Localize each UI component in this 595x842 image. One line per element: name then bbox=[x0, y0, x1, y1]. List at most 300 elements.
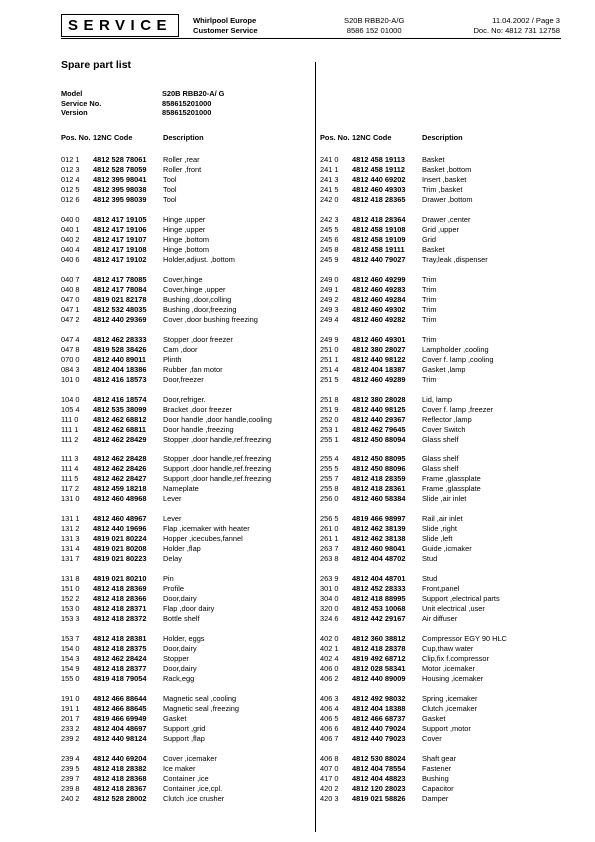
pos-number: 245 6 bbox=[320, 234, 339, 244]
part-description: Support ,flap bbox=[163, 734, 205, 744]
part-description: Gasket bbox=[422, 714, 446, 724]
part-description: Basket bbox=[422, 244, 445, 254]
group-spacer bbox=[320, 385, 507, 395]
table-row bbox=[61, 235, 272, 245]
pos-number: 406 5 bbox=[320, 714, 339, 724]
part-code: 4812 460 48968 bbox=[93, 494, 147, 504]
group-spacer bbox=[320, 564, 507, 574]
pos-number: 249 1 bbox=[320, 284, 339, 294]
pos-number: 249 3 bbox=[320, 304, 339, 314]
part-description: Tool bbox=[163, 195, 177, 204]
part-code: 4812 460 48967 bbox=[93, 514, 147, 524]
part-code: 4812 462 28424 bbox=[93, 654, 147, 664]
part-code: 4812 458 19111 bbox=[352, 244, 405, 254]
pos-number: 263 7 bbox=[320, 544, 339, 554]
part-description: Roller ,front bbox=[163, 165, 202, 174]
part-code: 4812 418 28372 bbox=[93, 614, 147, 624]
group-spacer bbox=[320, 325, 507, 335]
document-info bbox=[440, 16, 560, 35]
part-description: Fastener bbox=[422, 763, 452, 773]
meta-label: Service No. bbox=[61, 98, 102, 108]
pos-number: 191 1 bbox=[61, 704, 80, 714]
part-code: 4812 528 78061 bbox=[93, 155, 147, 164]
part-code: 4812 462 28429 bbox=[93, 434, 147, 444]
table-row bbox=[320, 165, 507, 175]
pos-number: 117 2 bbox=[61, 484, 79, 494]
table-row bbox=[320, 464, 507, 474]
pos-number: 402 4 bbox=[320, 654, 339, 664]
company-info bbox=[193, 16, 258, 35]
pos-number: 402 1 bbox=[320, 644, 339, 654]
part-description: Door handle ,door handle,cooling bbox=[163, 414, 272, 424]
meta-row bbox=[61, 99, 224, 109]
part-code: 4812 450 88096 bbox=[352, 464, 406, 474]
part-code: 4812 418 28369 bbox=[93, 584, 147, 594]
part-description: Trim bbox=[422, 374, 437, 384]
pos-number: 304 0 bbox=[320, 594, 339, 604]
part-code: 4812 462 38138 bbox=[352, 534, 406, 544]
table-row bbox=[61, 245, 272, 255]
table-row bbox=[61, 405, 272, 415]
meta-value: S20B RBB20-A/ G bbox=[162, 89, 225, 98]
table-row bbox=[320, 554, 507, 564]
part-description: Stopper ,door handle,ref.freezing bbox=[163, 434, 272, 444]
part-description: Basket ,bottom bbox=[422, 165, 472, 174]
table-row bbox=[320, 335, 507, 345]
part-code: 4812 440 29367 bbox=[352, 414, 406, 424]
part-description: Pin bbox=[163, 574, 174, 584]
pos-number: 406 7 bbox=[320, 734, 339, 744]
pos-number: 152 2 bbox=[61, 594, 80, 604]
part-description: Support ,door handle,ref.freezing bbox=[163, 474, 272, 484]
group-spacer bbox=[61, 265, 272, 275]
table-row bbox=[61, 774, 272, 784]
table-row bbox=[320, 714, 507, 724]
pos-number: 154 0 bbox=[61, 644, 80, 654]
pos-number: 263 9 bbox=[320, 574, 339, 584]
pos-number: 255 4 bbox=[320, 454, 339, 464]
part-description: Container ,ice bbox=[163, 773, 209, 783]
part-code: 4812 404 48701 bbox=[352, 574, 406, 584]
part-code: 4812 452 28333 bbox=[352, 584, 406, 594]
group-spacer bbox=[61, 385, 272, 395]
part-description: Plinth bbox=[163, 354, 182, 364]
part-description: Front,panel bbox=[422, 584, 460, 594]
table-row bbox=[320, 425, 507, 435]
part-code: 4819 021 80210 bbox=[93, 574, 147, 584]
table-row bbox=[320, 175, 507, 185]
table-row bbox=[61, 315, 272, 325]
pos-number: 242 0 bbox=[320, 195, 339, 204]
pos-number: 255 7 bbox=[320, 474, 339, 484]
group-spacer bbox=[61, 684, 272, 694]
table-row bbox=[61, 464, 272, 474]
table-row bbox=[320, 754, 507, 764]
pos-number: 241 0 bbox=[320, 155, 339, 164]
table-row bbox=[61, 415, 272, 425]
part-code: 4812 404 18387 bbox=[352, 364, 406, 374]
pos-number: 406 6 bbox=[320, 724, 339, 734]
table-row bbox=[61, 514, 272, 524]
pos-number: 154 3 bbox=[61, 654, 80, 664]
col-header-pos: Pos. No. bbox=[61, 133, 91, 142]
part-description: Cover,hinge bbox=[163, 274, 203, 284]
table-row bbox=[320, 225, 507, 235]
table-row bbox=[61, 604, 272, 614]
pos-number: 245 5 bbox=[320, 224, 339, 234]
part-description: Tray,leak ,dispenser bbox=[422, 254, 488, 264]
group-spacer bbox=[320, 265, 507, 275]
group-spacer bbox=[320, 744, 507, 754]
part-description: Trim ,basket bbox=[422, 185, 463, 194]
part-description: Door,dairy bbox=[163, 594, 197, 604]
pos-number: 263 8 bbox=[320, 554, 339, 564]
table-row bbox=[61, 365, 272, 375]
table-row bbox=[320, 704, 507, 714]
part-code: 4819 466 98997 bbox=[352, 514, 406, 524]
part-code: 4812 532 48035 bbox=[93, 304, 147, 314]
pos-number: 242 3 bbox=[320, 214, 339, 224]
pos-number: 047 1 bbox=[61, 304, 80, 314]
table-row bbox=[320, 315, 507, 325]
part-code: 4812 462 28426 bbox=[93, 464, 147, 474]
pos-number: 245 8 bbox=[320, 244, 339, 254]
part-code: 4812 492 98032 bbox=[352, 694, 406, 704]
table-row bbox=[61, 714, 272, 724]
part-code: 4812 120 28023 bbox=[352, 783, 406, 793]
table-row bbox=[320, 774, 507, 784]
pos-number: 256 5 bbox=[320, 514, 339, 524]
table-row bbox=[61, 784, 272, 794]
part-code: 4812 418 28367 bbox=[93, 783, 147, 793]
pos-number: 255 5 bbox=[320, 464, 339, 474]
page-title: Spare part list bbox=[61, 59, 132, 71]
group-spacer bbox=[61, 325, 272, 335]
part-code: 4812 417 19107 bbox=[93, 234, 147, 244]
part-description: Door,freezer bbox=[163, 374, 204, 384]
table-row bbox=[61, 435, 272, 445]
table-row bbox=[61, 155, 272, 165]
part-code: 4812 417 19105 bbox=[93, 214, 147, 224]
table-row bbox=[320, 255, 507, 265]
pos-number: 241 3 bbox=[320, 175, 339, 184]
group-spacer bbox=[61, 624, 272, 634]
part-description: Trim bbox=[422, 274, 437, 284]
pos-number: 101 0 bbox=[61, 374, 80, 384]
part-code: 4812 440 79024 bbox=[352, 724, 406, 734]
pos-number: 320 0 bbox=[320, 604, 339, 614]
part-description: Magnetic seal ,cooling bbox=[163, 694, 237, 704]
part-description: Door handle ,freezing bbox=[163, 424, 234, 434]
part-description: Cover ,door bushing freezing bbox=[163, 314, 258, 324]
part-description: Hinge ,bottom bbox=[163, 234, 210, 244]
table-row bbox=[320, 345, 507, 355]
part-code: 4812 028 58341 bbox=[352, 664, 406, 674]
part-code: 4812 416 18574 bbox=[93, 394, 147, 404]
part-description: Cover,hinge ,upper bbox=[163, 284, 226, 294]
pos-number: 131 1 bbox=[61, 514, 80, 524]
table-row bbox=[61, 285, 272, 295]
part-code: 4819 021 80223 bbox=[93, 554, 147, 564]
part-description: Gasket ,lamp bbox=[422, 364, 466, 374]
part-description: Hopper ,icecubes,fannel bbox=[163, 534, 243, 544]
table-row bbox=[320, 295, 507, 305]
part-description: Clutch ,icemaker bbox=[422, 704, 478, 714]
part-code: 4812 404 48697 bbox=[93, 724, 147, 734]
pos-number: 040 0 bbox=[61, 214, 80, 224]
part-code: 4812 440 98125 bbox=[352, 404, 406, 414]
table-row bbox=[320, 305, 507, 315]
pos-number: 111 2 bbox=[61, 434, 79, 444]
part-description: Reflector ,lamp bbox=[422, 414, 472, 424]
table-row bbox=[61, 305, 272, 315]
part-code: 4812 440 98122 bbox=[352, 354, 406, 364]
pos-number: 131 2 bbox=[61, 524, 80, 534]
part-code: 4812 440 98124 bbox=[93, 734, 147, 744]
part-code: 4812 418 28378 bbox=[352, 644, 406, 654]
part-code: 4812 440 19696 bbox=[93, 524, 147, 534]
part-description: Grid bbox=[422, 234, 436, 244]
part-code: 4812 460 49303 bbox=[352, 185, 406, 194]
pos-number: 261 0 bbox=[320, 524, 339, 534]
pos-number: 252 0 bbox=[320, 414, 339, 424]
part-description: Lid, lamp bbox=[422, 394, 452, 404]
table-row bbox=[320, 724, 507, 734]
table-row bbox=[320, 594, 507, 604]
part-code: 4812 418 28382 bbox=[93, 763, 147, 773]
table-row bbox=[61, 694, 272, 704]
table-row bbox=[320, 794, 507, 804]
table-row bbox=[320, 644, 507, 654]
pos-number: 253 1 bbox=[320, 424, 339, 434]
part-description: Cover f. lamp ,cooling bbox=[422, 354, 494, 364]
part-description: Frame ,glassplate bbox=[422, 484, 481, 494]
pos-number: 111 5 bbox=[61, 474, 79, 484]
part-code: 4812 440 69204 bbox=[93, 753, 147, 763]
part-description: Support ,motor bbox=[422, 724, 471, 734]
model-name: S20B RBB20-A/G bbox=[344, 16, 405, 25]
table-row bbox=[61, 724, 272, 734]
part-description: Support ,electrical parts bbox=[422, 594, 500, 604]
pos-number: 417 0 bbox=[320, 773, 339, 783]
part-description: Door,dairy bbox=[163, 664, 197, 674]
group-spacer bbox=[61, 205, 272, 215]
table-row bbox=[61, 375, 272, 385]
group-spacer bbox=[320, 684, 507, 694]
part-description: Trim bbox=[422, 284, 437, 294]
part-code: 4812 440 69202 bbox=[352, 175, 406, 184]
table-row bbox=[61, 494, 272, 504]
part-code: 4812 418 28381 bbox=[93, 634, 147, 644]
table-row bbox=[61, 594, 272, 604]
part-code: 4819 466 69949 bbox=[93, 714, 147, 724]
part-description: Holder,adjust. ,bottom bbox=[163, 254, 235, 264]
part-code: 4812 418 28361 bbox=[352, 484, 406, 494]
part-description: Bracket ,door freezer bbox=[163, 404, 233, 414]
table-row bbox=[320, 155, 507, 165]
pos-number: 131 8 bbox=[61, 574, 80, 584]
column-divider bbox=[315, 62, 316, 832]
pos-number: 420 2 bbox=[320, 783, 339, 793]
part-description: Bottle shelf bbox=[163, 614, 200, 624]
part-code: 4812 418 28377 bbox=[93, 664, 147, 674]
table-header bbox=[61, 133, 272, 155]
table-row bbox=[320, 415, 507, 425]
part-code: 4812 458 19112 bbox=[352, 165, 406, 174]
part-code: 4812 417 19102 bbox=[93, 254, 147, 264]
table-row bbox=[61, 674, 272, 684]
pos-number: 047 8 bbox=[61, 344, 80, 354]
part-description: Ice maker bbox=[163, 763, 196, 773]
part-code: 4812 440 79027 bbox=[352, 254, 406, 264]
part-description: Delay bbox=[163, 554, 182, 564]
part-description: Gasket bbox=[163, 714, 187, 724]
pos-number: 047 4 bbox=[61, 334, 80, 344]
part-description: Stud bbox=[422, 574, 438, 584]
pos-number: 111 3 bbox=[61, 454, 79, 464]
pos-number: 070 0 bbox=[61, 354, 80, 364]
pos-number: 104 0 bbox=[61, 394, 80, 404]
part-code: 4812 459 18218 bbox=[93, 484, 147, 494]
part-description: Support ,door handle,ref.freezing bbox=[163, 464, 272, 474]
pos-number: 131 3 bbox=[61, 534, 80, 544]
table-row bbox=[320, 664, 507, 674]
part-description: Nameplate bbox=[163, 484, 199, 494]
table-row bbox=[61, 554, 272, 564]
pos-number: 040 2 bbox=[61, 234, 80, 244]
part-description: Hinge ,upper bbox=[163, 214, 206, 224]
model-number: 8586 152 01000 bbox=[346, 25, 402, 35]
part-description: Rail ,air inlet bbox=[422, 514, 463, 524]
table-row bbox=[61, 584, 272, 594]
part-code: 4812 417 78084 bbox=[93, 284, 147, 294]
pos-number: 111 1 bbox=[61, 424, 79, 434]
table-row bbox=[320, 514, 507, 524]
table-row bbox=[61, 794, 272, 804]
part-code: 4812 460 49301 bbox=[352, 334, 406, 344]
part-code: 4812 462 68811 bbox=[93, 424, 147, 434]
part-description: Stopper ,door freezer bbox=[163, 334, 233, 344]
pos-number: 251 0 bbox=[320, 344, 339, 354]
pos-number: 239 5 bbox=[61, 763, 80, 773]
part-description: Clutch ,ice crusher bbox=[163, 793, 225, 803]
table-row bbox=[320, 275, 507, 285]
pos-number: 040 8 bbox=[61, 284, 80, 294]
table-row bbox=[61, 185, 272, 195]
part-description: Basket bbox=[422, 155, 445, 164]
meta-value: 858615201000 bbox=[162, 98, 212, 108]
table-row bbox=[320, 574, 507, 584]
pos-number: 406 3 bbox=[320, 694, 339, 704]
pos-number: 201 7 bbox=[61, 714, 80, 724]
part-description: Door,dairy bbox=[163, 644, 197, 654]
table-row bbox=[61, 764, 272, 774]
part-code: 4812 462 68812 bbox=[93, 414, 147, 424]
table-row bbox=[320, 764, 507, 774]
pos-number: 239 2 bbox=[61, 734, 80, 744]
table-row bbox=[320, 435, 507, 445]
part-code: 4812 460 49282 bbox=[352, 314, 406, 324]
part-code: 4812 530 88024 bbox=[352, 753, 406, 763]
pos-number: 239 7 bbox=[61, 773, 80, 783]
table-row bbox=[320, 185, 507, 195]
pos-number: 249 4 bbox=[320, 314, 339, 324]
pos-number: 047 2 bbox=[61, 314, 80, 324]
part-code: 4812 442 29167 bbox=[352, 614, 406, 624]
part-code: 4812 417 78085 bbox=[93, 274, 147, 284]
parts-rows bbox=[320, 155, 507, 804]
table-row bbox=[61, 614, 272, 624]
pos-number: 245 9 bbox=[320, 254, 339, 264]
part-code: 4812 460 58384 bbox=[352, 494, 406, 504]
parts-rows bbox=[61, 155, 272, 804]
table-row bbox=[61, 544, 272, 554]
part-code: 4812 395 98038 bbox=[93, 185, 147, 194]
part-code: 4819 418 79054 bbox=[93, 674, 147, 684]
part-code: 4812 453 10068 bbox=[352, 604, 406, 614]
part-code: 4812 404 18386 bbox=[93, 364, 147, 374]
col-header-pos: Pos. No. bbox=[320, 133, 350, 142]
table-row bbox=[61, 534, 272, 544]
part-code: 4812 404 78554 bbox=[352, 763, 406, 773]
table-row bbox=[320, 784, 507, 794]
pos-number: 240 2 bbox=[61, 793, 80, 803]
part-code: 4812 440 89009 bbox=[352, 674, 406, 684]
part-code: 4812 460 49289 bbox=[352, 374, 406, 384]
part-code: 4812 360 38812 bbox=[352, 634, 406, 644]
part-description: Guide ,icmaker bbox=[422, 544, 472, 554]
part-description: Cover f. lamp ,freezer bbox=[422, 404, 494, 414]
table-row bbox=[61, 255, 272, 265]
part-description: Lever bbox=[163, 494, 182, 504]
part-code: 4812 462 79645 bbox=[352, 424, 406, 434]
part-description: Frame ,glassplate bbox=[422, 474, 481, 484]
pos-number: 406 2 bbox=[320, 674, 339, 684]
part-code: 4812 440 79023 bbox=[352, 734, 406, 744]
pos-number: 012 5 bbox=[61, 185, 80, 194]
part-description: Bushing ,door,freezing bbox=[163, 304, 237, 314]
pos-number: 420 3 bbox=[320, 793, 339, 803]
table-row bbox=[61, 454, 272, 464]
meta-row bbox=[61, 108, 224, 118]
part-description: Rack,egg bbox=[163, 674, 195, 684]
part-description: Drawer ,bottom bbox=[422, 195, 473, 204]
col-header-desc: Description bbox=[163, 133, 204, 142]
part-code: 4812 395 98039 bbox=[93, 195, 147, 204]
model-info bbox=[344, 16, 404, 35]
table-row bbox=[61, 355, 272, 365]
table-row bbox=[320, 694, 507, 704]
part-description: Insert ,basket bbox=[422, 175, 467, 184]
part-code: 4812 460 49302 bbox=[352, 304, 406, 314]
model-meta bbox=[61, 89, 224, 118]
table-row bbox=[320, 375, 507, 385]
part-code: 4819 528 38426 bbox=[93, 344, 147, 354]
part-code: 4812 466 88645 bbox=[93, 704, 147, 714]
part-code: 4812 458 19113 bbox=[352, 155, 406, 164]
part-code: 4812 462 38139 bbox=[352, 524, 406, 534]
part-description: Holder, eggs bbox=[163, 634, 205, 644]
part-code: 4812 440 29369 bbox=[93, 314, 147, 324]
table-row bbox=[320, 215, 507, 225]
part-code: 4812 460 98041 bbox=[352, 544, 406, 554]
part-code: 4819 021 82178 bbox=[93, 294, 147, 304]
part-code: 4812 404 48823 bbox=[352, 773, 406, 783]
part-description: Shaft gear bbox=[422, 753, 457, 763]
part-description: Unit electrical ,user bbox=[422, 604, 485, 614]
col-header-desc: Description bbox=[422, 133, 463, 142]
meta-row bbox=[61, 89, 224, 99]
